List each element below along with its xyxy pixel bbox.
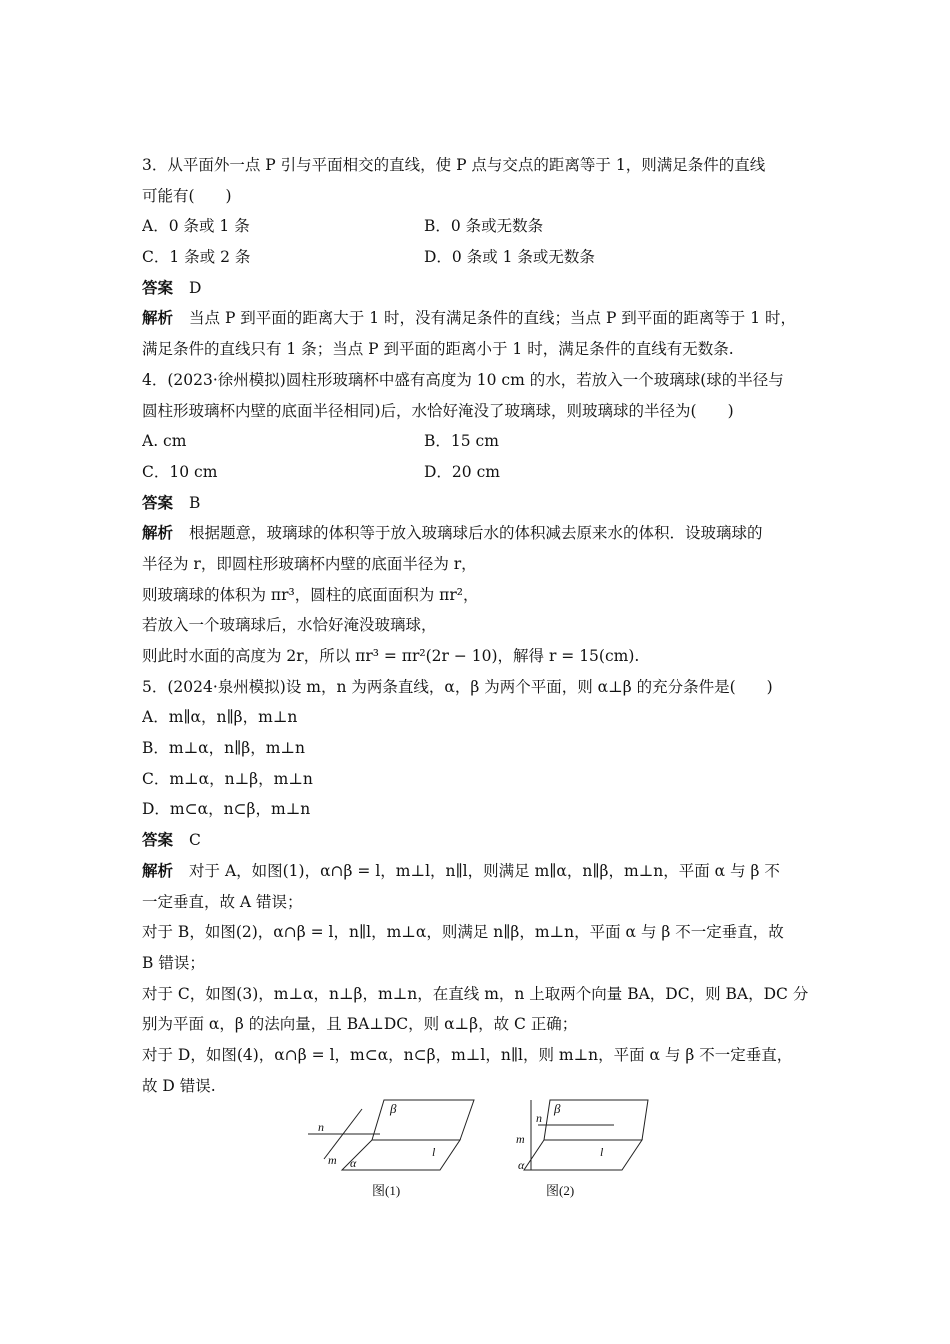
q3-analysis-line-1 [142,303,822,334]
figure-1-label-n: n [318,1120,324,1134]
analysis-text: 对于 A，如图(1)，α∩β = l，m⊥l，n∥l，则满足 m∥α，n∥β，m⊥n，平面 α 与 β 不 [189,861,780,880]
q4-analysis-line-1 [142,518,822,549]
q4-analysis-line-5: 则此时水面的高度为 2r，所以 πr³ = πr²(2r − 10)，解得 r = 15(cm). [142,647,640,665]
q3-options-row-2 [142,242,822,273]
answer-value: C [189,831,201,850]
answer-value: B [189,493,201,512]
q5-analysis-line-3: 对于 B，如图(2)，α∩β = l，n∥l，m⊥α，则满足 n∥β，m⊥n，平面 α 与 β 不一定垂直，故 [142,923,784,942]
q5-answer [142,825,822,856]
q4-analysis-line-2: 半径为 r，即圆柱形玻璃杯内壁的底面半径为 r， [142,554,477,573]
q5-analysis-line-8: 故 D 错误. [142,1076,216,1095]
q3-option-d: D．0 条或 1 条或无数条 [424,248,595,267]
figure-1-plane-alpha [342,1140,460,1170]
q3-stem-line-2: 可能有( ) [142,186,232,205]
document-body [142,150,822,1101]
q5-analysis-line-6: 别为平面 α，β 的法向量，且 BA⊥DC，则 α⊥β，故 C 正确； [142,1015,578,1034]
q4-stem-line-1: 4．(2023·徐州模拟)圆柱形玻璃杯中盛有高度为 10 cm 的水，若放入一个玻璃球(球的半径与 [142,370,784,389]
figure-2-caption: 图(2) [546,1183,575,1198]
figure-1-label-l: l [432,1145,436,1159]
figure-2-label-beta: β [554,1101,561,1116]
q4-option-d: D．20 cm [424,462,500,481]
answer-label: 答案 [142,277,174,297]
figures-row [300,1093,660,1205]
q4-option-c: C．10 cm [142,462,218,481]
q5-option-d: D．m⊂α，n⊂β，m⊥n [142,800,311,819]
figure-1 [306,1093,486,1205]
q3-option-a: A．0 条或 1 条 [142,217,250,236]
q5-analysis-line-2: 一定垂直，故 A 错误； [142,892,303,911]
figure-2 [510,1093,690,1205]
figure-2-label-alpha: α [518,1158,525,1172]
figure-2-label-n: n [536,1111,542,1125]
q3-option-c: C．1 条或 2 条 [142,248,251,267]
analysis-label: 解析 [142,860,174,880]
analysis-text: 根据题意，玻璃球的体积等于放入玻璃球后水的体积减去原来水的体积．设玻璃球的 [189,524,763,543]
figure-1-label-alpha: α [350,1156,357,1170]
q5-analysis-line-4: B 错误； [142,953,205,972]
q4-option-b: B．15 cm [424,432,499,451]
q3-option-b: B．0 条或无数条 [424,217,544,236]
figure-1-label-m: m [328,1153,337,1167]
answer-value: D [189,278,202,297]
answer-label: 答案 [142,492,174,512]
figure-2-label-l: l [600,1145,604,1159]
q5-analysis-line-1 [142,856,822,887]
q4-analysis-line-3: 则玻璃球的体积为 πr³，圆柱的底面面积为 πr²， [142,585,479,604]
answer-label: 答案 [142,830,174,850]
figure-2-plane-alpha [524,1140,642,1170]
q4-stem-line-2: 圆柱形玻璃杯内壁的底面半径相同)后，水恰好淹没了玻璃球，则玻璃球的半径为( ) [142,401,734,420]
figure-1-caption: 图(1) [372,1183,401,1198]
analysis-text: 当点 P 到平面的距离大于 1 时，没有满足条件的直线；当点 P 到平面的距离等于 1 时， [189,309,797,328]
figure-2-label-m: m [516,1132,525,1146]
q4-answer [142,488,822,519]
analysis-label: 解析 [142,308,174,328]
q4-analysis-line-4: 若放入一个玻璃球后，水恰好淹没玻璃球， [142,616,437,635]
q5-stem: 5．(2024·泉州模拟)设 m，n 为两条直线，α，β 为两个平面，则 α⊥β 的充分条件是( ) [142,677,773,696]
q5-analysis-line-5: 对于 C，如图(3)，m⊥α，n⊥β，m⊥n，在直线 m，n 上取两个向量 BA，DC，则 BA，DC 分 [142,984,809,1003]
q5-analysis-line-7: 对于 D，如图(4)，α∩β = l，m⊂α，n⊂β，m⊥l，n∥l，则 m⊥n，平面 α 与 β 不一定垂直， [142,1045,793,1064]
q5-option-b: B．m⊥α，n∥β，m⊥n [142,739,305,758]
q4-options-row-2 [142,457,822,488]
q5-option-c: C．m⊥α，n⊥β，m⊥n [142,769,313,788]
q4-options-row-1 [142,426,822,457]
figure-1-plane-beta [372,1100,474,1140]
q3-answer [142,273,822,304]
q5-option-a: A．m∥α，n∥β，m⊥n [142,708,298,727]
q4-option-a: A. cm [142,432,187,451]
q3-analysis-line-2: 满足条件的直线只有 1 条；当点 P 到平面的距离小于 1 时，满足条件的直线有无数条. [142,340,734,359]
figure-1-label-beta: β [390,1101,397,1116]
q3-stem-line-1: 3．从平面外一点 P 引与平面相交的直线，使 P 点与交点的距离等于 1，则满足条件的直线 [142,156,766,174]
analysis-label: 解析 [142,523,174,543]
q3-options-row-1 [142,211,822,242]
